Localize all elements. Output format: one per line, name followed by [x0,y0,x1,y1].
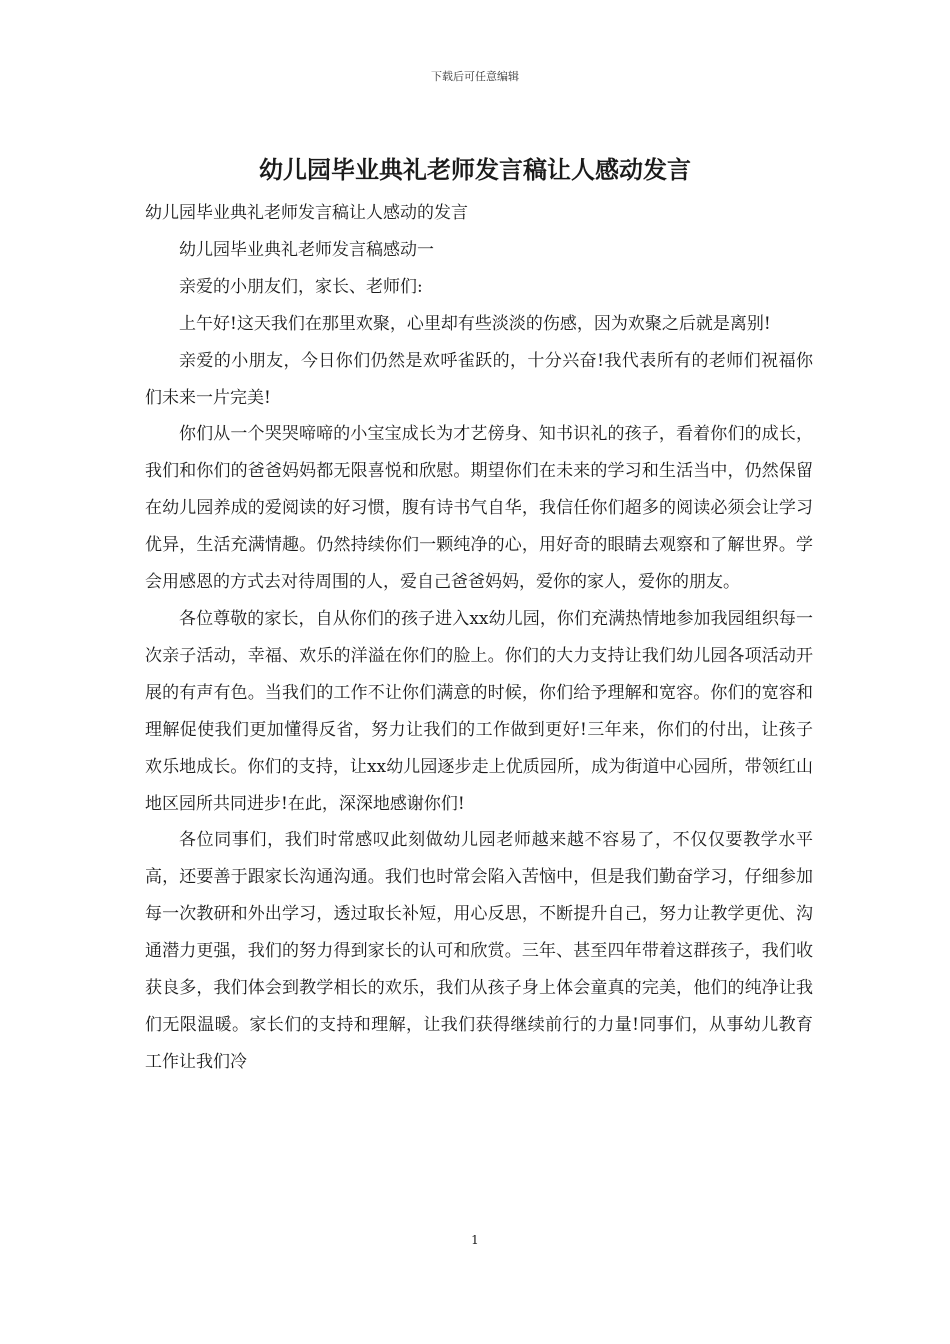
header-note: 下载后可任意编辑 [431,70,519,83]
paragraph-subtitle: 幼儿园毕业典礼老师发言稿让人感动的发言 [145,203,468,223]
paragraph: 亲爱的小朋友，今日你们仍然是欢呼雀跃的，十分兴奋!我代表所有的老师们祝福你们未来一片完美! [145,350,813,408]
page-number: 1 [471,1233,479,1247]
paragraph: 你们从一个哭哭啼啼的小宝宝成长为才艺傍身、知书识礼的孩子，看着你们的成长，我们和你们的爸爸妈妈都无限喜悦和欣慰。期望你们在未来的学习和生活当中，仍然保留在幼儿园养成的爱阅读的好习惯，腹有诗书气自华，我信任你们超多的阅读必须会让学习优异，生活充满情趣。仍然持续你们一颗纯净的心，用好奇的眼睛去观察和了解世界。学会用感恩的方式去对待周围的人，爱自己爸爸妈妈，爱你的家人，爱你的朋友。 [145,424,813,593]
paragraph: 上午好!这天我们在那里欢聚，心里却有些淡淡的伤感，因为欢聚之后就是离别! [179,313,771,334]
document-title: 幼儿园毕业典礼老师发言稿让人感动发言 [259,155,691,184]
paragraph-salutation: 亲爱的小朋友们，家长、老师们: [179,276,423,297]
paragraph: 各位同事们，我们时常感叹此刻做幼儿园老师越来越不容易了，不仅仅要教学水平高，还要善于跟家长沟通沟通。我们也时常会陷入苦恼中，但是我们勤奋学习，仔细参加每一次教研和外出学习，透过取长补短，用心反思，不断提升自己，努力让教学更优、沟通潜力更强，我们的努力得到家长的认可和欣赏。三年、甚至四年带着这群孩子，我们收获良多，我们体会到教学相长的欢乐，我们从孩子身上体会童真的完美，他们的纯净让我们无限温暖。家长们的支持和理解，让我们获得继续前行的力量!同事们，从事幼儿教育工作让我们冷 [145,830,813,1072]
paragraph-section-heading: 幼儿园毕业典礼老师发言稿感动一 [179,239,434,260]
document-body [145,195,813,1081]
paragraph: 各位尊敬的家长，自从你们的孩子进入xx幼儿园，你们充满热情地参加我园组织每一次亲子活动，幸福、欢乐的洋溢在你们的脸上。你们的大力支持让我们幼儿园各项活动开展的有声有色。当我们的工作不让你们满意的时候，你们给予理解和宽容。你们的宽容和理解促使我们更加懂得反省，努力让我们的工作做到更好!三年来，你们的付出，让孩子欢乐地成长。你们的支持，让xx幼儿园逐步走上优质园所，成为街道中心园所，带领红山地区园所共同进步!在此，深深地感谢你们! [145,608,813,814]
